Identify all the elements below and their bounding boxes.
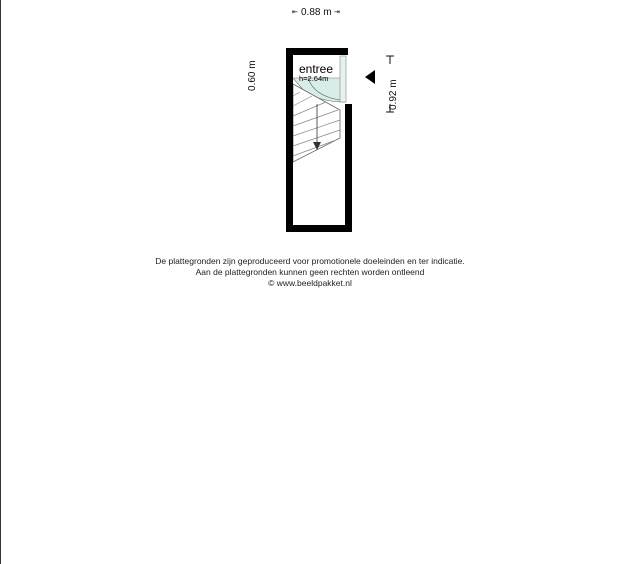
- wall-top: [286, 48, 348, 55]
- disclaimer-line-1: De plattegronden zijn geproduceerd voor promotionele doeleinden en ter indicatie.: [155, 256, 465, 266]
- disclaimer: [0, 256, 620, 289]
- wall-bottom: [286, 225, 352, 232]
- dimension-right-label: 0.92 m: [388, 79, 399, 110]
- disclaimer-line-3: © www.beeldpakket.nl: [268, 278, 352, 288]
- wall-right: [345, 104, 352, 232]
- wall-left: [286, 48, 293, 232]
- wall-top-right-corner: [341, 48, 348, 55]
- entrance-arrow-icon: [365, 70, 375, 84]
- dim-arrow-left-icon: ⇤: [292, 9, 298, 16]
- dim-arrow-right-icon: ⇥: [334, 9, 340, 16]
- door-leaf: [340, 56, 346, 102]
- disclaimer-line-2: Aan de plattegronden kunnen geen rechten worden ontleend: [195, 267, 425, 277]
- dimension-top-width: [292, 7, 340, 18]
- dimension-left-label: 0.60 m: [247, 60, 258, 91]
- room-name: entree: [299, 62, 334, 76]
- room-height: h=2.64m: [299, 74, 329, 83]
- dimension-right-height: [386, 56, 399, 112]
- dimension-top-label: 0.88 m: [301, 7, 332, 18]
